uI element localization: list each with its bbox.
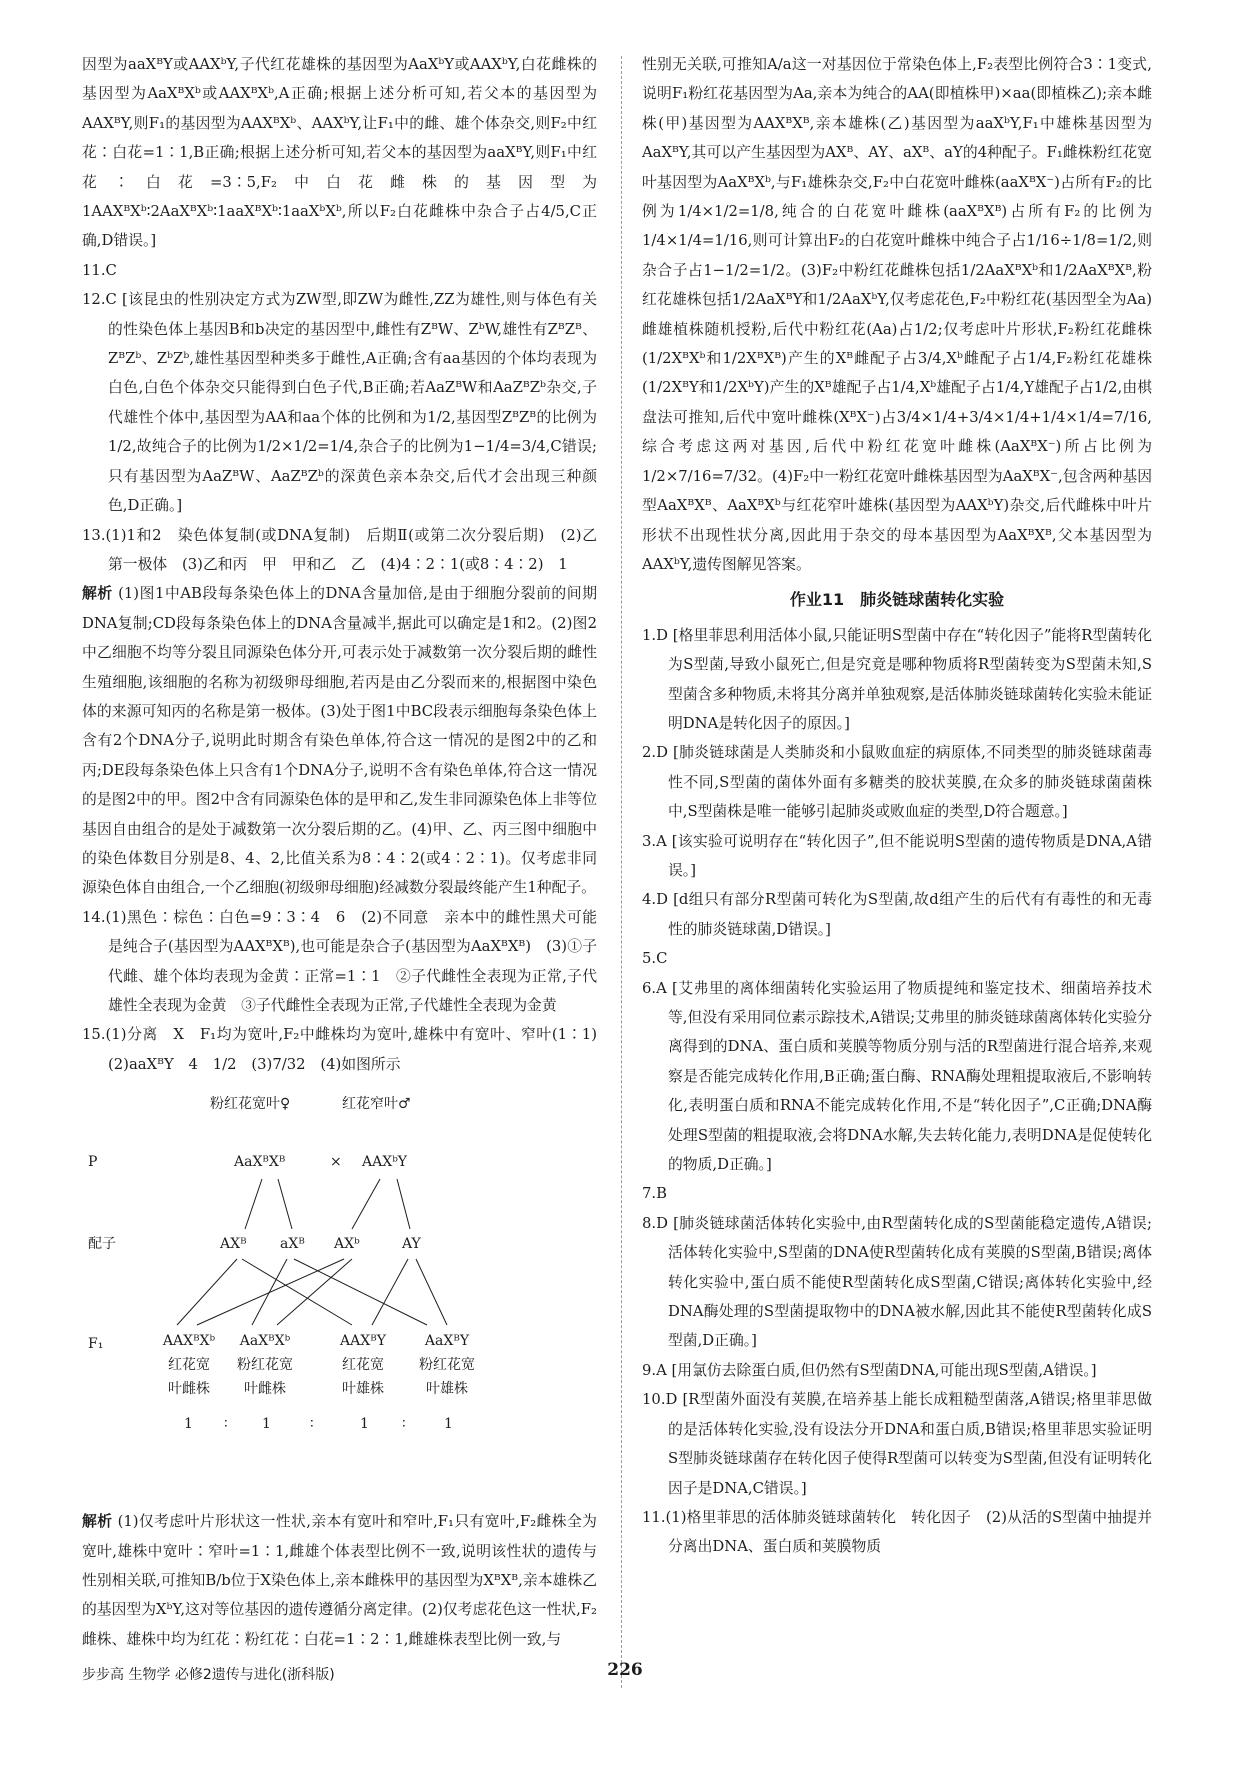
line-g4-o4 — [416, 1259, 447, 1325]
line-g4-o3 — [372, 1259, 408, 1325]
offspring-genotype: AAXᴮXᵇ — [162, 1333, 216, 1350]
offspring-4 — [402, 1329, 492, 1401]
ratio-term: 1 — [360, 1416, 369, 1433]
gamete-2: aXᴮ — [280, 1236, 305, 1253]
answer-11: 11.C — [82, 261, 117, 279]
ratio-term: 1 — [262, 1416, 271, 1433]
gamete-4: AY — [402, 1236, 421, 1253]
hw11-answer-9: 9.A [用氯仿去除蛋白质,但仍然有S型菌DNA,可能出现S型菌,A错误。] — [642, 1361, 1097, 1379]
answer-14: 14.(1)黑色∶棕色∶白色=9∶3∶4 6 (2)不同意 亲本中的雌性黑犬可能是纯合子(基因型为AAXᴮXᴮ),也可能是杂合子(基因型为AaXᴮXᴮ) (3)①子代雌、雄个体均表现为金黄∶正常=1∶1 ②子代雌性全表现为正常,子代雄性全表现为金黄 ③子代雌性全表现为正常,子代雄性全表现为金黄 — [82, 908, 597, 1014]
hw11-answer-4: 4.D [d组只有部分R型菌可转化为S型菌,故d组产生的后代有有毒性的和无毒性的肺炎链球菌,D错误。] — [642, 891, 1152, 938]
analysis-label: 解析 — [82, 1513, 113, 1531]
offspring-phenotype: 叶雌株 — [168, 1381, 210, 1398]
male-genotype: AAXᵇY — [362, 1154, 408, 1171]
offspring-genotype: AaXᴮXᵇ — [239, 1333, 291, 1350]
cross-symbol: × — [330, 1154, 342, 1171]
answer-15: 15.(1)分离 X F₁均为宽叶,F₂中雌株均为宽叶,雄株中有宽叶、窄叶(1∶1) (2)aaXᴮY 4 1/2 (3)7/32 (4)如图所示 — [82, 1026, 612, 1073]
offspring-genotype: AAXᴮY — [340, 1333, 386, 1350]
analysis-13 — [82, 579, 597, 902]
offspring-phenotype: 红花宽 — [168, 1357, 210, 1374]
answer-12: 12.C [该昆虫的性别决定方式为ZW型,即ZW为雌性,ZZ为雄性,则与体色有关的性染色体上基因B和b决定的基因型中,雌性有ZᴮW、ZᵇW,雄性有ZᴮZᴮ、ZᴮZᵇ、ZᵇZᵇ,雄性基因型种类多于雌性,A正确;含有aa基因的个体均表现为白色,白色个体杂交只能得到白色子代,B正确;若AaZᴮW和AaZᴮZᵇ杂交,子代雄性个体中,基因型为AA和aa个体的比例和为1/2,基因型ZᴮZᴮ的比例为1/2,故纯合子的比例为1/2×1/2=1/4,杂合子的比例为1−1/4=3/4,C错误;只有基因型为AaZᴮW、AaZᴮZᵇ的深黄色亲本杂交,后代才会出现三种颜色,D正确。] — [82, 291, 597, 515]
gamete-3: AXᵇ — [334, 1236, 360, 1253]
p-label: P — [88, 1154, 98, 1171]
gamete-label: 配子 — [88, 1236, 116, 1253]
analysis-15-continuation: 性别无关联,可推知A/a这一对基因位于常染色体上,F₂表型比例符合3∶1变式,说明F₁粉红花基因型为Aa,亲本为纯合的AA(即植株甲)×aa(即植株乙);亲本雌株(甲)基因型为AAXᴮXᴮ,亲本雄株(乙)基因型为aaXᵇY,F₁中雄株基因型为AaXᴮY,其可以产生基因型为AXᴮ、AY、aXᴮ、aY的4种配子。F₁雌株粉红花宽叶基因型为AaXᴮXᵇ,与F₁雄株杂交,F₂中白花宽叶雌株(aaXᴮX⁻)占所有F₂的比例为1/4×1/2=1/8,纯合的白花宽叶雌株(aaXᴮXᴮ)占所有F₂的比例为1/4×1/4=1/16,则可计算出F₂的白花宽叶雌株中纯合子占1/16÷1/8=1/2,则杂合子占1−1/2=1/2。(3)F₂中粉红花雌株包括1/2AaXᴮXᵇ和1/2AaXᴮXᴮ,粉红花雄株包括1/2AaXᴮY和1/2AaXᵇY,仅考虑花色,F₂中粉红花(基因型全为Aa)雌雄植株随机授粉,后代中粉红花(Aa)占1/2;仅考虑叶片形状,F₂粉红花雌株(1/2XᴮXᵇ和1/2XᴮXᴮ)产生的Xᴮ雌配子占3/4,Xᵇ雌配子占1/4,F₂粉红花雄株(1/2XᴮY和1/2XᵇY)产生的Xᴮ雄配子占1/4,Xᵇ雄配子占1/4,Y雄配子占1/2,由棋盘法可推知,后代中宽叶雌株(XᴮX⁻)占3/4×1/4+3/4×1/4+1/4×1/4=7/16,综合考虑这两对基因,后代中粉红花宽叶雌株(AaXᴮX⁻)所占比例为1/2×7/16=7/32。(4)F₂中一粉红花宽叶雌株基因型为AaXᴮX⁻,包含两种基因型AaXᴮXᴮ、AaXᴮXᵇ与红花窄叶雄株(基因型为AAXᵇY)杂交,后代雌株中叶片形状不出现性状分离,因此用于杂交的母本基因型为AaXᴮXᴮ,父本基因型为AAXᵇY,遗传图解见答案。 — [642, 56, 1152, 573]
hw11-answer-11: 11.(1)格里菲思的活体肺炎链球菌转化 转化因子 (2)从活的S型菌中抽提并分离出DNA、蛋白质和荚膜物质 — [642, 1508, 1152, 1556]
hw11-answer-6: 6.A [艾弗里的离体细菌转化实验运用了物质提纯和鉴定技术、细菌培养技术等,但没有采用同位素示踪技术,A错误;艾弗里的肺炎链球菌离体转化实验分离得到的DNA、蛋白质和荚膜等物质分别与活的R型菌进行混合培养,来观察是否能完成转化作用,B正确;蛋白酶、RNA酶处理粗提取液后,不影响转化,表明蛋白质和RNA不能完成转化作用,不是“转化因子”,C正确;DNA酶处理S型菌的粗提取液,会将DNA水解,失去转化能力,表明DNA是促使转化的物质,D正确。] — [642, 979, 1153, 1174]
female-genotype: AaXᴮXᴮ — [234, 1154, 286, 1171]
ratio-sep: ∶ — [402, 1416, 406, 1433]
column-divider — [621, 56, 622, 1688]
offspring-phenotype: 粉红花宽 — [237, 1357, 293, 1374]
hw11-answer-1: 1.D [格里菲思利用活体小鼠,只能证明S型菌中存在“转化因子”能将R型菌转化为S型菌,导致小鼠死亡,但是究竟是哪种物质将R型菌转变为S型菌未知,S型菌含多种物质,未将其分离并单独观察,是活体肺炎链球菌转化实验未能证明DNA是转化因子的原因。] — [642, 626, 1152, 732]
line-m-g3 — [352, 1179, 380, 1229]
offspring-phenotype: 红花宽 — [342, 1357, 384, 1374]
line-g3-o1 — [197, 1259, 344, 1325]
cross-lines — [82, 1079, 597, 1507]
offspring-phenotype: 粉红花宽 — [419, 1357, 475, 1374]
female-parent-title: 粉红花宽叶♀ — [210, 1096, 291, 1113]
line-g1-o3 — [242, 1259, 352, 1325]
analysis-15-text: (1)仅考虑叶片形状这一性状,亲本有宽叶和窄叶,F₁只有宽叶,F₂雌株全为宽叶,雄株中宽叶∶窄叶=1∶1,雌雄个体表型比例不一致,说明该性状的遗传与性别相关联,可推知B/b位于X染色体上,亲本雌株甲的基因型为XᴮXᴮ,亲本雄株乙的基因型为XᵇY,这对等位基因的遗传遵循分离定律。(2)仅考虑花色这一性状,F₂雌株、雄株中均为红花∶粉红花∶白花=1∶2∶1,雌雄株表型比例一致,与 — [82, 1513, 597, 1648]
ratio-sep: ∶ — [310, 1416, 314, 1433]
ratio-term: 1 — [184, 1416, 193, 1433]
line-m-g4 — [397, 1179, 410, 1229]
offspring-phenotype: 叶雄株 — [426, 1381, 468, 1398]
offspring-phenotype: 叶雌株 — [244, 1381, 286, 1398]
line-g1-o1 — [177, 1259, 237, 1325]
offspring-phenotype: 叶雄株 — [342, 1381, 384, 1398]
analysis-13-text: (1)图1中AB段每条染色体上的DNA含量加倍,是由于细胞分裂前的间期DNA复制;CD段每条染色体上的DNA含量减半,据此可以确定是1和2。(2)图2中乙细胞不均等分裂且同源染色体分开,可表示处于减数第一次分裂后期的雌性生殖细胞,该细胞的名称为初级卵母细胞,若丙是由乙分裂而来的,根据图中染色体的来源可知丙的名称是第一极体。(3)处于图1中BC段表示细胞每条染色体上含有2个DNA分子,说明此时期含有染色单体,符合这一情况的是图2中的乙和丙;DE段每条染色体上只含有1个DNA分子,说明不含有染色单体,符合这一情况的是图2中的甲。图2中含有同源染色体的是甲和乙,发生非同源染色体上非等位基因自由组合的是处于减数第一次分裂后期的乙。(4)甲、乙、丙三图中细胞中的染色体数目分别是8、4、2,比值关系为8∶4∶2(或4∶2∶1)。仅考虑非同源染色体自由组合,一个乙细胞(初级卵母细胞)经减数分裂最终能产生1种配子。 — [82, 585, 597, 897]
book-title-footer: 步步高 生物学 必修2遗传与进化(浙科版) — [82, 1667, 335, 1683]
ratio-term: 1 — [444, 1416, 453, 1433]
answer-13: 13.(1)1和2 染色体复制(或DNA复制) 后期Ⅱ(或第二次分裂后期) (2)乙 第一极体 (3)乙和丙 甲 甲和乙 乙 (4)4∶2∶1(或8∶4∶2) 1 — [82, 526, 612, 573]
f1-label: F₁ — [88, 1336, 104, 1353]
analysis-label: 解析 — [82, 585, 113, 603]
hw11-answer-3: 3.A [该实验可说明存在“转化因子”,但不能说明S型菌的遗传物质是DNA,A错误。] — [642, 832, 1152, 879]
line-f-g2 — [278, 1179, 292, 1229]
genetic-cross-diagram — [82, 1079, 597, 1507]
section-title: 作业11 肺炎链球菌转化实验 — [789, 590, 1005, 610]
ratio-sep: ∶ — [224, 1416, 228, 1433]
male-parent-title: 红花窄叶♂ — [342, 1096, 411, 1113]
offspring-3 — [318, 1329, 408, 1401]
left-column — [82, 50, 612, 1654]
hw11-answer-2: 2.D [肺炎链球菌是人类肺炎和小鼠败血症的病原体,不同类型的肺炎链球菌毒性不同,S型菌的菌体外面有多糖类的胶状荚膜,在众多的肺炎链球菌菌株中,S型菌株是唯一能够引起肺炎或败血症的类型,D符合题意。] — [642, 744, 1152, 821]
hw11-answer-7: 7.B — [642, 1185, 667, 1203]
hw11-answer-8: 8.D [肺炎链球菌活体转化实验中,由R型菌转化成的S型菌能稳定遗传,A错误;活体转化实验中,S型菌的DNA使R型菌转化成有荚膜的S型菌,B错误;离体转化实验中,蛋白质不能使R型菌转化成S型菌,C错误;离体转化实验中,经DNA酶处理的S型菌提取物中的DNA被水解,因此其不能使R型菌转化成S型菌,D正确。] — [642, 1214, 1152, 1350]
analysis-15 — [82, 1507, 597, 1654]
gamete-1: AXᴮ — [220, 1236, 247, 1253]
page-number: 226 — [607, 1660, 643, 1680]
hw11-answer-10: 10.D [R型菌外面没有荚膜,在培养基上能长成粗糙型菌落,A错误;格里菲思做的是活体转化实验,没有设法分开DNA和蛋白质,B错误;格里菲思实验证明S型肺炎链球菌存在转化因子使得R型菌可以转变为S型菌,但没有证明转化因子是DNA,C错误。] — [642, 1391, 1152, 1497]
line-f-g1 — [245, 1179, 262, 1229]
offspring-2 — [220, 1329, 310, 1401]
hw11-answer-5: 5.C — [642, 950, 668, 968]
right-column — [642, 50, 1152, 1562]
answer-continuation: 因型为aaXᴮY或AAXᵇY,子代红花雄株的基因型为AaXᵇY或AAXᵇY,白花雌株的基因型为AaXᴮXᵇ或AAXᴮXᵇ,A正确;根据上述分析可知,若父本的基因型为AAXᴮY,则F₁的基因型为AAXᴮXᵇ、AAXᵇY,让F₁中的雌、雄个体杂交,则F₂中红花∶白花=1∶1,B正确;根据上述分析可知,若父本的基因型为aaXᴮY,则F₁中红花∶白花=3∶5,F₂中白花雌株的基因型为1AAXᴮXᵇ∶2AaXᴮXᵇ∶1aaXᴮXᵇ∶1aaXᵇXᵇ,所以F₂白花雌株中杂合子占4/5,C正确,D错误。] — [82, 56, 597, 250]
offspring-genotype: AaXᴮY — [424, 1333, 470, 1350]
